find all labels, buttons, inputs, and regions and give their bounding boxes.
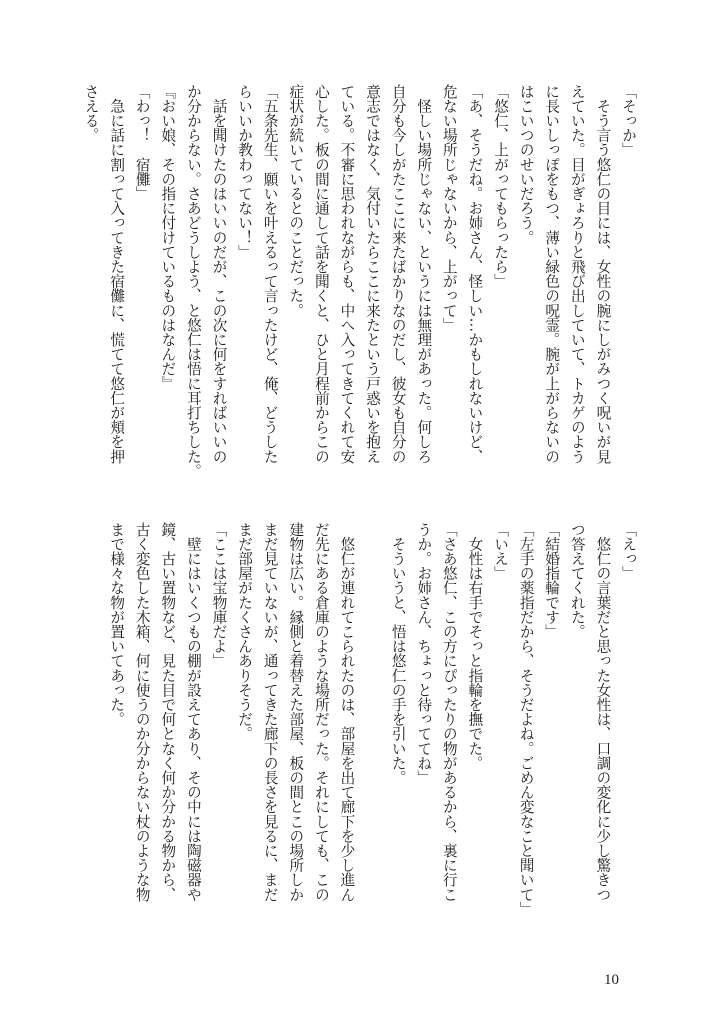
text-column: らいいか教わってない！」 <box>236 84 254 260</box>
page-number: 10 <box>604 972 619 988</box>
text-column: まだ見ていないが、通ってきた廊下の長さを見るに、まだ <box>261 522 279 902</box>
text-column: 「悠仁、上がってもらったら」 <box>492 84 510 289</box>
text-column: まで様々な物が置いてあった。 <box>108 522 126 727</box>
text-column: 壁にはいくつもの棚が設えてあり、その中には陶磁器や <box>184 522 202 902</box>
text-column: つ答えてくれた。 <box>568 522 586 639</box>
text-column: うか。お姉さん、ちょっと待っててね」 <box>415 522 433 785</box>
text-column: 「ここは宝物庫だよ」 <box>210 522 228 668</box>
text-column: 「いえ」 <box>492 522 510 581</box>
text-column: 鏡、古い置物など、見た目で何となく何か分かる物から、 <box>159 522 177 902</box>
text-column: 「えっ」 <box>620 522 637 581</box>
text-column: 急に話に割って入ってきた宿儺に、慌てて悠仁が頬を押 <box>108 84 126 464</box>
text-column: 「わっ！ 宿儺」 <box>133 84 151 201</box>
text-column: 心した。板の間に通して話を聞くと、ひと月程前からこの <box>312 84 330 464</box>
text-block-top <box>78 84 641 484</box>
text-column: 「五条先生、願いを叶えるって言ったけど、俺、どうした <box>261 84 279 464</box>
text-column: そういうと、悟は悠仁の手を引いた。 <box>389 522 407 785</box>
text-column: 「結婚指輪です」 <box>543 522 561 639</box>
text-column: だ先にある倉庫のような場所だった。それにしても、この <box>312 522 330 902</box>
text-column: 建物は広い。縁側と着替えた部屋、板の間とこの場所しか <box>287 522 305 902</box>
text-column: まだ部屋がたくさんありそうだ。 <box>236 522 254 741</box>
text-column: 話を聞けたのはいいのだが、この次に何をすればいいの <box>210 84 228 464</box>
text-column: 「さあ悠仁、この方にぴったりの物があるから、裏に行こ <box>440 522 458 902</box>
text-column: 「左手の薬指だから、そうだよね。ごめん変なこと聞いて」 <box>517 522 535 917</box>
text-column: 悠仁の言葉だと思った女性は、口調の変化に少し驚きつ <box>594 522 612 902</box>
text-column: 古く変色した木箱、何に使うのか分からない杖のような物 <box>133 522 151 902</box>
text-column: そう言う悠仁の目には、女性の腕にしがみつく呪いが見 <box>594 84 612 464</box>
text-column: はこいつのせいだろう。 <box>517 84 535 245</box>
text-column: 『おい娘、その指に付けているものはなんだ』 <box>159 84 177 391</box>
text-column: 「あ、そうだね。お姉さん、怪しい…かもしれないけど、 <box>466 84 484 464</box>
text-column: ている。不審に思われながらも、中へ入ってきてくれて安 <box>338 84 356 464</box>
text-block-bottom <box>104 522 641 932</box>
text-column: えていた。目がぎょろりと飛び出していて、トカゲのよう <box>568 84 586 464</box>
text-column: か分からない。さあどうしよう、と悠仁は悟に耳打ちした。 <box>184 84 202 479</box>
text-column: に長いしっぽをもつ、薄い緑色の呪霊。腕が上がらないの <box>543 84 561 464</box>
text-column: 症状が続いているとのことだった。 <box>287 84 305 318</box>
text-column: 女性は右手でそっと指輪を撫でた。 <box>466 522 484 771</box>
text-column: 危ない場所じゃないから、上がって」 <box>440 84 458 333</box>
text-column: 悠仁が連れてこられたのは、部屋を出て廊下を少し進ん <box>338 522 356 902</box>
text-column: 自分も今しがたここに来たばかりなのだし、彼女も自分の <box>389 84 407 464</box>
text-column: 意志ではなく、気付いたらここに来たという戸惑いを抱え <box>364 84 382 464</box>
text-column: さえる。 <box>82 84 100 143</box>
text-column: 「そっか」 <box>620 84 637 157</box>
text-column: 怪しい場所じゃない、というには無理があった。何しろ <box>415 84 433 464</box>
text-column <box>359 522 385 932</box>
